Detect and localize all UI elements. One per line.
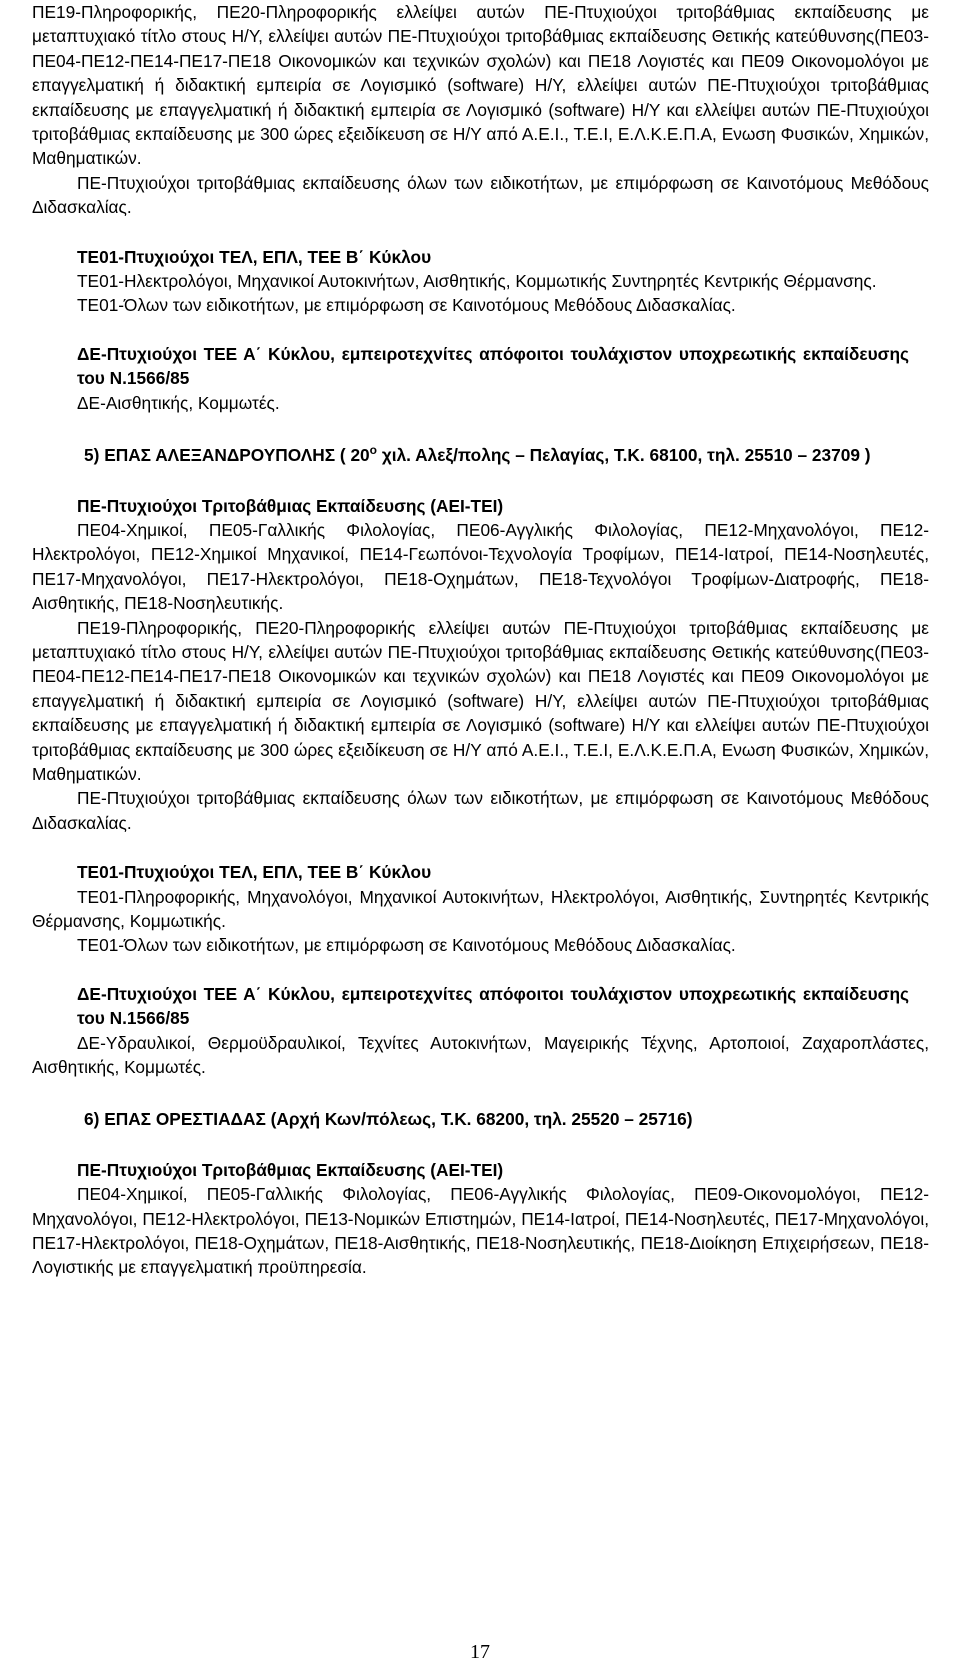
pe-section-heading: ΠΕ-Πτυχιούχοι Τριτοβάθμιας Εκπαίδευσης (ΑΕΙ-ΤΕΙ) [77, 495, 504, 516]
te-paragraph: ΤΕ01-Όλων των ειδικοτήτων, με επιμόρφωση σε Καινοτόμους Μεθόδους Διδασκαλίας. [77, 935, 736, 956]
de-paragraph: ΔΕ-Υδραυλικοί, Θερμοϋδραυλικοί, Τεχνίτες Αυτοκινήτων, Μαγειρικής Τέχνης, Αρτοποιοί, Ζαχαροπλάστες, Αισθητικής, Κομμωτές. [32, 1032, 929, 1078]
school-number: 6) [84, 1109, 100, 1130]
te-section-heading: ΤΕ01-Πτυχιούχοι ΤΕΛ, ΕΠΛ, ΤΕΕ Β΄ Κύκλου [77, 862, 432, 883]
continuation-paragraph: ΠΕ-Πτυχιούχοι τριτοβάθμιας εκπαίδευσης όλων των ειδικοτήτων, με επιμόρφωση σε Καινοτόμους Μεθόδους Διδασκαλίας. [32, 172, 929, 218]
page-number: 17 [470, 1641, 490, 1663]
de-paragraph: ΔΕ-Αισθητικής, Κομμωτές. [77, 392, 280, 413]
pe-paragraph: ΠΕ04-Χημικοί, ΠΕ05-Γαλλικής Φιλολογίας, ΠΕ06-Αγγλικής Φιλολογίας, ΠΕ09-Οικονομολόγοι, ΠΕ12-Μηχανολόγοι, ΠΕ12-Ηλεκτρολόγοι, ΠΕ13-Νομικών Επιστημών, ΠΕ14-Ιατροί, ΠΕ14-Νοσηλευτές, ΠΕ17-Μηχανολόγοι, ΠΕ17-Ηλεκτρολόγοι, ΠΕ18-Οχημάτων, ΠΕ18-Αισθητικής, ΠΕ18-Νοσηλευτικής, ΠΕ18-Διοίκηση Επιχειρήσεων, ΠΕ18-Λογιστικής με επαγγελματική προϋπηρεσία. [32, 1184, 929, 1278]
de-section-heading: ΔΕ-Πτυχιούχοι ΤΕΕ Α΄ Κύκλου, εμπειροτεχνίτες απόφοιτοι τουλάχιστον υποχρεωτικής εκπαίδευσης του Ν.1566/85 [77, 983, 909, 1029]
de-section-heading: ΔΕ-Πτυχιούχοι ΤΕΕ Α΄ Κύκλου, εμπειροτεχνίτες απόφοιτοι τουλάχιστον υποχρεωτικής εκπαίδευσης του Ν.1566/85 [77, 343, 909, 389]
superscript: ο [369, 443, 378, 458]
te-paragraph: ΤΕ01-Όλων των ειδικοτήτων, με επιμόρφωση σε Καινοτόμους Μεθόδους Διδασκαλίας. [77, 295, 736, 316]
school-heading-5 [32, 443, 929, 467]
te-paragraph: ΤΕ01-Ηλεκτρολόγοι, Μηχανικοί Αυτοκινήτων, Αισθητικής, Κομμωτικής Συντηρητές Κεντρικής Θέρμανσης. [77, 271, 877, 292]
school-name: ΕΠΑΣ ΑΛΕΞΑΝΔΡΟΥΠΟΛΗΣ ( 20 [104, 445, 370, 466]
pe-paragraph: ΠΕ19-Πληροφορικής, ΠΕ20-Πληροφορικής ελλείψει αυτών ΠΕ-Πτυχιούχοι τριτοβάθμιας εκπαίδευσης με μεταπτυχιακό τίτλο στους Η/Υ, ελλείψει αυτών ΠΕ-Πτυχιούχοι τριτοβάθμιας εκπαίδευσης Θετικής κατεύθυνσης(ΠΕ03-ΠΕ04-ΠΕ12-ΠΕ14-ΠΕ17-ΠΕ18 Οικονομικών και τεχνικών σχολών) και ΠΕ18 Λογιστές και ΠΕ09 Οικονομολόγοι με επαγγελματική ή διδακτική εμπειρία σε Λογισμικό (software) Η/Υ, ελλείψει αυτών ΠΕ-Πτυχιούχοι τριτοβάθμιας εκπαίδευσης με επαγγελματική ή διδακτική εμπειρία σε Λογισμικό (software) Η/Υ και ελλείψει αυτών ΠΕ-Πτυχιούχοι τριτοβάθμιας εκπαίδευσης με 300 ώρες εξειδίκευση σε Η/Υ από Α.Ε.Ι., Τ.Ε.Ι, Ε.Λ.Κ.Ε.Π.Α, Ενωση Φυσικών, Χημικών, Μαθηματικών. [32, 617, 929, 784]
pe-section-heading: ΠΕ-Πτυχιούχοι Τριτοβάθμιας Εκπαίδευσης (ΑΕΙ-ΤΕΙ) [77, 1159, 504, 1180]
pe-paragraph: ΠΕ04-Χημικοί, ΠΕ05-Γαλλικής Φιλολογίας, ΠΕ06-Αγγλικής Φιλολογίας, ΠΕ12-Μηχανολόγοι, ΠΕ12-Ηλεκτρολόγοι, ΠΕ12-Χημικοί Μηχανικοί, ΠΕ14-Γεωπόνοι-Τεχνολογία Τροφίμων, ΠΕ14-Ιατροί, ΠΕ14-Νοσηλευτές, ΠΕ17-Μηχανολόγοι, ΠΕ17-Ηλεκτρολόγοι, ΠΕ18-Οχημάτων, ΠΕ18-Τεχνολόγοι Τροφίμων-Διατροφής, ΠΕ18-Αισθητικής, ΠΕ18-Νοσηλευτικής. [32, 519, 929, 614]
te-paragraph: ΤΕ01-Πληροφορικής, Μηχανολόγοι, Μηχανικοί Αυτοκινήτων, Ηλεκτρολόγοι, Αισθητικής, Συντηρητές Κεντρικής Θέρμανσης, Κομμωτικής. [32, 886, 929, 931]
school-number: 5) [84, 445, 100, 466]
pe-paragraph: ΠΕ-Πτυχιούχοι τριτοβάθμιας εκπαίδευσης όλων των ειδικοτήτων, με επιμόρφωση σε Καινοτόμους Μεθόδους Διδασκαλίας. [32, 788, 929, 833]
te-section-heading: ΤΕ01-Πτυχιούχοι ΤΕΛ, ΕΠΛ, ΤΕΕ Β΄ Κύκλου [77, 246, 432, 267]
school-name: ΕΠΑΣ ΟΡΕΣΤΙΑΔΑΣ (Αρχή Κων/πόλεως, Τ.Κ. 68200, τηλ. 25520 – 25716) [104, 1109, 693, 1130]
school-heading-6 [32, 1107, 929, 1131]
school-name-rest: χιλ. Αλεξ/πολης – Πελαγίας, Τ.Κ. 68100, τηλ. 25510 – 23709 ) [377, 445, 871, 466]
continuation-paragraph: ΠΕ19-Πληροφορικής, ΠΕ20-Πληροφορικής ελλείψει αυτών ΠΕ-Πτυχιούχοι τριτοβάθμιας εκπαίδευσης με μεταπτυχιακό τίτλο στους Η/Υ, ελλείψει αυτών ΠΕ-Πτυχιούχοι τριτοβάθμιας εκπαίδευσης Θετικής κατεύθυνσης(ΠΕ03-ΠΕ04-ΠΕ12-ΠΕ14-ΠΕ17-ΠΕ18 Οικονομικών και τεχνικών σχολών) και ΠΕ18 Λογιστές και ΠΕ09 Οικονομολόγοι με επαγγελματική ή διδακτική εμπειρία σε Λογισμικό (software) Η/Υ, ελλείψει αυτών ΠΕ-Πτυχιούχοι τριτοβάθμιας εκπαίδευσης με επαγγελματική ή διδακτική εμπειρία σε Λογισμικό (software) Η/Υ και ελλείψει αυτών ΠΕ-Πτυχιούχοι τριτοβάθμιας εκπαίδευσης με 300 ώρες εξειδίκευση σε Η/Υ από Α.Ε.Ι., Τ.Ε.Ι, Ε.Λ.Κ.Ε.Π.Α, Ενωση Φυσικών, Χημικών, Μαθηματικών. [32, 2, 929, 169]
document-page [32, 0, 929, 1280]
